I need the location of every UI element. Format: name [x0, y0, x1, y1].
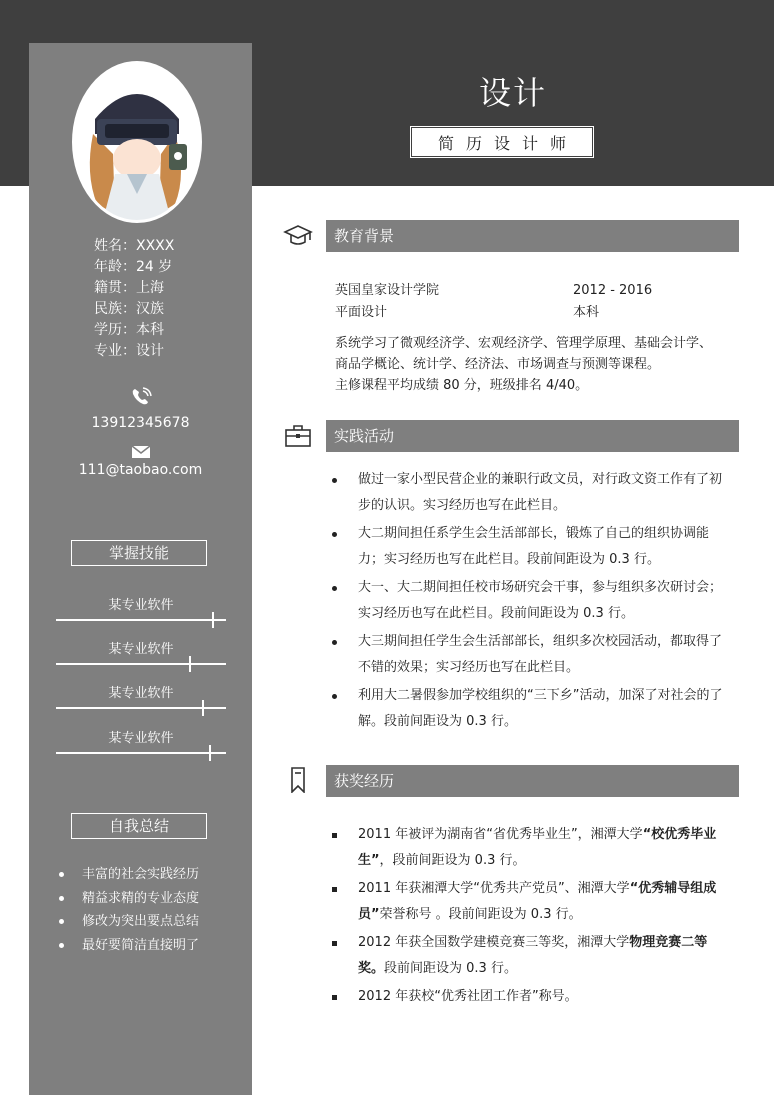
skill-item: [56, 682, 226, 709]
practice-heading: 实践活动: [326, 420, 739, 452]
skill-marker: [209, 745, 211, 761]
page-subtitle: 简历设计师: [437, 133, 578, 153]
education-desc-line: 系统学习了微观经济学、宏观经济学、管理学原理、基础会计学、: [335, 336, 713, 351]
briefcase-icon: [283, 423, 313, 449]
degree-name: 本科: [573, 305, 600, 320]
awards-heading: 获奖经历: [326, 765, 739, 797]
school-name: 英国皇家设计学院: [335, 283, 440, 298]
subtitle-box: [411, 127, 593, 157]
education-desc-line: 主修课程平均成绩 80 分，班级排名 4/40。: [335, 378, 589, 393]
personal-hometown: 籍贯：上海: [94, 280, 164, 296]
skill-item: [56, 727, 226, 754]
award-text: ，段前间距设为 0.3 行。: [379, 853, 526, 868]
skill-marker: [202, 700, 204, 716]
personal-name: 姓名：XXXX: [94, 238, 175, 254]
mail-icon: [29, 444, 252, 463]
sidebar: [29, 43, 252, 1095]
skill-bar: [56, 619, 226, 621]
email-address: 111@taobao.com: [78, 462, 203, 478]
awards-list: [335, 822, 725, 1012]
skill-label: 某专业软件: [108, 598, 174, 613]
award-item: [335, 930, 725, 982]
award-highlight: “校优秀毕业生”: [358, 827, 717, 868]
page-title: 设计: [478, 74, 547, 112]
practice-item: 大三期间担任学生会生活部部长，组织多次校园活动，都取得了不错的效果；实习经历也写在此栏目。: [335, 629, 725, 681]
skill-label: 某专业软件: [108, 731, 174, 746]
skill-label: 某专业软件: [108, 686, 174, 701]
personal-ethnicity: 民族：汉族: [94, 301, 164, 317]
education-content: [335, 280, 735, 396]
education-desc-line: 商品学概论、统计学、经济法、市场调查与预测等课程。: [335, 357, 661, 372]
personal-age: 年龄：24 岁: [94, 259, 173, 275]
personal-major: 专业：设计: [94, 343, 164, 359]
school-years: 2012 - 2016: [573, 283, 653, 298]
skill-bar: [56, 752, 226, 754]
practice-item: 大二期间担任系学生会生活部部长，锻炼了自己的组织协调能力；实习经历也写在此栏目。段前间距设为 0.3 行。: [335, 521, 725, 573]
phone-number: 13912345678: [91, 415, 190, 431]
award-text: 2011 年获湘潭大学“优秀共产党员”、湘潭大学: [358, 881, 630, 896]
education-heading: 教育背景: [326, 220, 739, 252]
award-text: 2012 年获全国数学建模竞赛三等奖，湘潭大学: [358, 935, 630, 950]
phone-icon: [29, 387, 252, 411]
award-text: 荣誉称号 。段前间距设为 0.3 行。: [379, 907, 582, 922]
award-highlight: “优秀辅导组成员”: [358, 881, 717, 922]
summary-heading: 自我总结: [71, 813, 207, 839]
award-item: [335, 876, 725, 928]
avatar: [72, 61, 202, 223]
award-text: 2012 年获校“优秀社团工作者”称号。: [358, 989, 578, 1004]
practice-list: [335, 467, 725, 737]
summary-item: 精益求精的专业态度: [29, 887, 252, 911]
award-text: 2011 年被评为湖南省“省优秀毕业生”，湘潭大学: [358, 827, 643, 842]
graduation-cap-icon: [283, 223, 313, 249]
practice-item: 利用大二暑假参加学校组织的“三下乡”活动，加深了对社会的了解。段前间距设为 0.3 行。: [335, 683, 725, 735]
award-highlight: 物理竞赛二等奖。: [358, 935, 708, 976]
award-text: 段前间距设为 0.3 行。: [384, 961, 517, 976]
skills-heading: 掌握技能: [71, 540, 207, 566]
avatar-illustration: [75, 64, 199, 220]
skill-bar: [56, 663, 226, 665]
bookmark-icon: [283, 767, 313, 793]
personal-education: 学历：本科: [94, 322, 164, 338]
skill-marker: [212, 612, 214, 628]
summary-item: 丰富的社会实践经历: [29, 863, 252, 887]
skill-marker: [189, 656, 191, 672]
summary-item: 修改为突出要点总结: [29, 910, 252, 934]
major-name: 平面设计: [335, 305, 388, 320]
personal-info: [29, 236, 252, 362]
summary-list: [29, 863, 252, 957]
skill-bar: [56, 707, 226, 709]
skill-item: [56, 638, 226, 665]
skill-label: 某专业软件: [108, 642, 174, 657]
award-item: [335, 822, 725, 874]
award-item: [335, 984, 725, 1010]
practice-item: 做过一家小型民营企业的兼职行政文员，对行政文资工作有了初步的认识。实习经历也写在此栏目。: [335, 467, 725, 519]
practice-item: 大一、大二期间担任校市场研究会干事，参与组织多次研讨会；实习经历也写在此栏目。段前间距设为 0.3 行。: [335, 575, 725, 627]
summary-item: 最好要简洁直接明了: [29, 934, 252, 958]
skill-item: [56, 594, 226, 621]
